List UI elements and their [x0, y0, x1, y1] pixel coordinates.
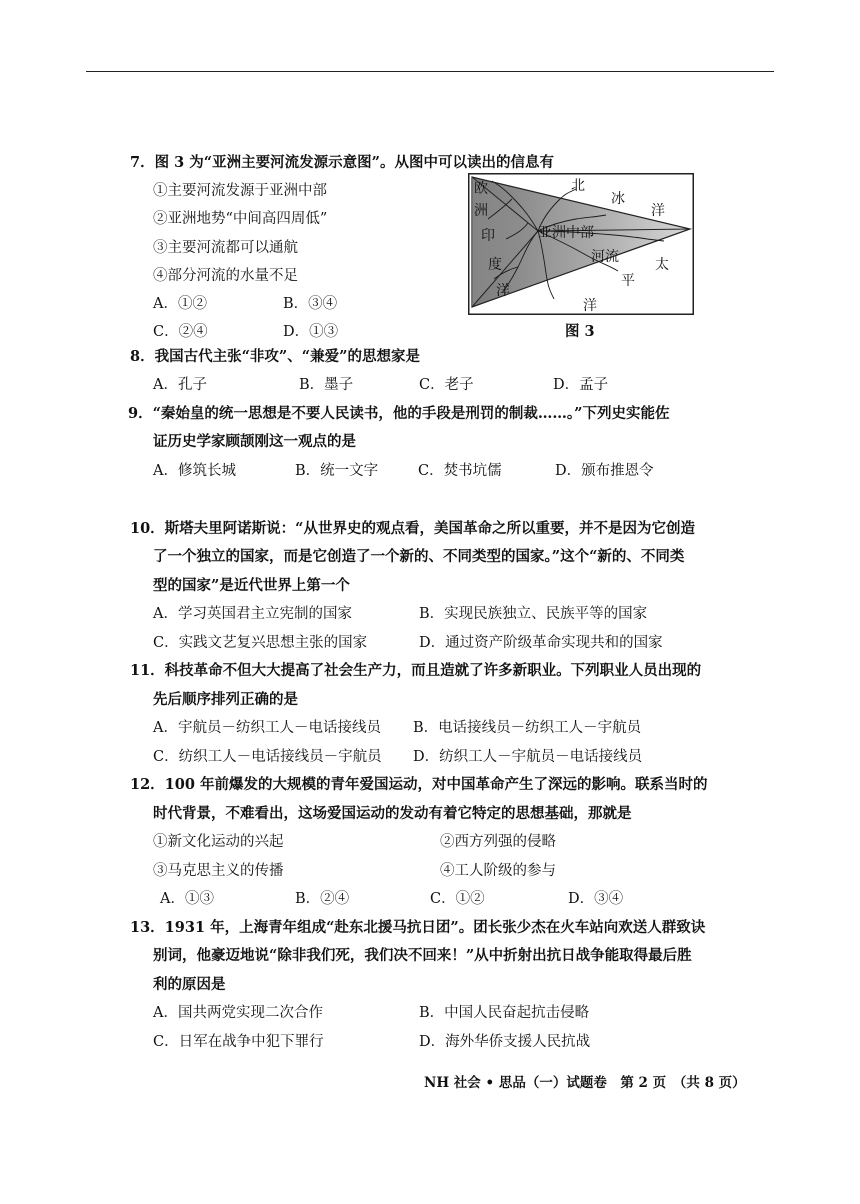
figure-caption: 图 3: [565, 323, 595, 340]
q11-stem-line-2: 先后顺序排列正确的是: [153, 691, 298, 708]
label-india-3: 洋: [496, 283, 510, 299]
q9-stem-line-1: 9．“秦始皇的统一思想是不要人民读书，他的手段是刑罚的制裁……。”下列史实能佐: [128, 405, 670, 422]
q7-stem: 7．图 3 为“亚洲主要河流发源示意图”。从图中可以读出的信息有: [130, 154, 554, 171]
label-india-2: 度: [488, 257, 502, 273]
q7-option-d: D．①③: [283, 324, 339, 340]
q12-option-d: D．③④: [568, 891, 624, 907]
q12-statement-2: ②西方列强的侵略: [440, 834, 556, 850]
page-footer: NH 社会 • 思品（一）试题卷 第 2 页 （共 8 页）: [424, 1075, 746, 1091]
q10-option-d: D．通过资产阶级革命实现共和的国家: [419, 635, 663, 651]
q12-option-a: A．①③: [160, 891, 214, 907]
label-pacific-3: 洋: [583, 298, 597, 314]
q12-option-b: B．②④: [295, 891, 350, 907]
q12-statement-1: ①新文化运动的兴起: [153, 834, 284, 850]
q9-option-d: D．颁布推恩令: [555, 463, 654, 479]
label-pacific-1: 太: [655, 257, 669, 273]
q12-statement-3: ③马克思主义的传播: [153, 863, 284, 879]
q13-option-c: C．日军在战争中犯下罪行: [153, 1034, 324, 1050]
q9-stem-line-2: 证历史学家顾颉刚这一观点的是: [153, 433, 356, 450]
asia-rivers-map: [468, 173, 694, 315]
q9-option-a: A．修筑长城: [153, 463, 236, 479]
q11-option-a: A．宇航员－纺织工人－电话接线员: [153, 720, 381, 736]
q10-stem-line-1: 10．斯塔夫里阿诺斯说：“从世界史的观点看，美国革命之所以重要，并不是因为它创造: [130, 520, 696, 537]
q8-stem: 8．我国古代主张“非攻”、“兼爱”的思想家是: [130, 348, 420, 365]
q7-statement-2: ②亚洲地势“中间高四周低”: [153, 211, 328, 227]
q11-option-d: D．纺织工人－宇航员－电话接线员: [413, 749, 643, 765]
q8-option-a: A．孔子: [153, 377, 207, 393]
q12-stem-line-2: 时代背景，不难看出，这场爱国运动的发动有着它特定的思想基础，那就是: [153, 805, 632, 822]
label-arctic-1: 北: [571, 178, 585, 194]
q12-statement-4: ④工人阶级的参与: [440, 863, 556, 879]
q9-option-c: C．焚书坑儒: [418, 463, 502, 479]
label-pacific-2: 平: [621, 273, 635, 289]
q8-option-c: C．老子: [419, 377, 474, 393]
label-arctic-3: 洋: [651, 203, 665, 219]
q7-statement-4: ④部分河流的水量不足: [153, 268, 298, 284]
label-arctic-2: 冰: [611, 191, 625, 207]
q8-option-b: B．墨子: [299, 377, 354, 393]
q12-stem-line-1: 12．100 年前爆发的大规模的青年爱国运动，对中国革命产生了深远的影响。联系当时的: [130, 776, 708, 793]
q13-option-d: D．海外华侨支援人民抗战: [419, 1034, 591, 1050]
label-rivers: 河流: [591, 249, 619, 265]
q13-stem-line-1: 13．1931 年，上海青年组成“赴东北援马抗日团”。团长张少杰在火车站向欢送人群致诀: [130, 919, 706, 936]
label-europe-1: 欧: [474, 181, 488, 197]
q11-stem-line-1: 11．科技革命不但大大提高了社会生产力，而且造就了许多新职业。下列职业人员出现的: [130, 662, 702, 679]
q7-statement-3: ③主要河流都可以通航: [153, 240, 298, 256]
q9-option-b: B．统一文字: [295, 463, 379, 479]
q13-stem-line-3: 利的原因是: [153, 976, 226, 993]
q12-option-c: C．①②: [430, 891, 485, 907]
q7-option-a: A．①②: [153, 296, 207, 312]
q10-stem-line-3: 型的国家”是近代世界上第一个: [153, 577, 350, 594]
q11-option-c: C．纺织工人－电话接线员－宇航员: [153, 749, 382, 765]
label-europe-2: 洲: [474, 203, 488, 219]
q10-option-b: B．实现民族独立、民族平等的国家: [419, 606, 648, 622]
label-india-1: 印: [481, 228, 495, 244]
q7-option-b: B．③④: [283, 296, 338, 312]
q11-option-b: B．电话接线员－纺织工人－宇航员: [413, 720, 642, 736]
label-asia-center: 亚洲中部: [538, 225, 594, 241]
q10-option-a: A．学习英国君主立宪制的国家: [153, 606, 352, 622]
top-rule: [86, 71, 774, 72]
q13-stem-line-2: 别词，他豪迈地说“除非我们死，我们决不回来！”从中折射出抗日战争能取得最后胜: [153, 947, 692, 964]
q13-option-a: A．国共两党实现二次合作: [153, 1005, 323, 1021]
q7-statement-1: ①主要河流发源于亚洲中部: [153, 183, 327, 199]
q8-option-d: D．孟子: [553, 377, 609, 393]
q10-stem-line-2: 了一个独立的国家，而是它创造了一个新的、不同类型的国家。”这个“新的、不同类: [153, 548, 685, 565]
q13-option-b: B．中国人民奋起抗击侵略: [419, 1005, 590, 1021]
q7-option-c: C．②④: [153, 324, 208, 340]
q10-option-c: C．实践文艺复兴思想主张的国家: [153, 635, 368, 651]
